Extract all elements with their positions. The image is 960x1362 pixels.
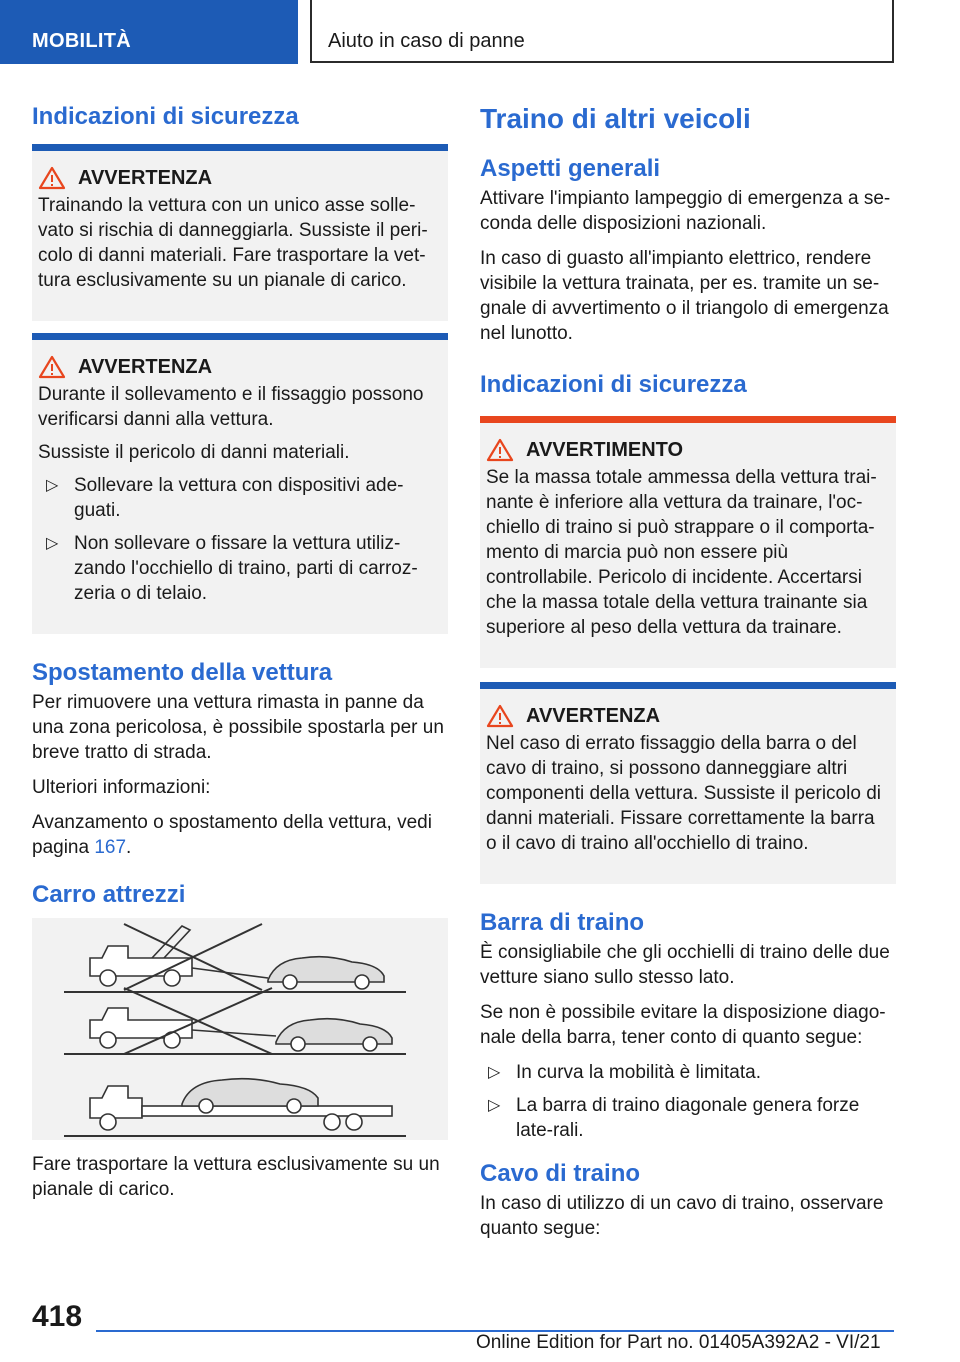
page-number: 418 xyxy=(32,1300,83,1333)
tow-bar-text-2: Se non è possibile evitare la disposizione diago-nale della barra, tener conto di quanto segue: xyxy=(480,1002,886,1048)
moving-text-1: Per rimuovere una vettura rimasta in panne da una zona pericolosa, è possibile spostarla per un breve tratto di strada. xyxy=(32,692,444,763)
warning-box-2 xyxy=(32,333,448,634)
triangle-bullet-icon: ▷ xyxy=(488,1064,501,1081)
tow-bar-text-1: È consigliabile che gli occhielli di traino delle due vetture siano sullo stesso lato. xyxy=(480,942,890,988)
tow-cable-heading: Cavo di traino xyxy=(480,1160,641,1187)
tow-truck-illustration xyxy=(32,918,448,1140)
warning-box-2-text1: Durante il sollevamento e il fissaggio possono verificarsi danni alla vettura. xyxy=(38,384,424,430)
warning-box-3-title: AVVERTIMENTO xyxy=(486,437,888,463)
towing-main-heading: Traino di altri veicoli xyxy=(480,103,751,134)
safety-heading-right: Indicazioni di sicurezza xyxy=(480,371,747,398)
moving-text-3: Avanzamento o spostamento della vettura, vedi pagina 167. xyxy=(32,812,432,858)
tow-truck-caption: Fare trasportare la vettura esclusivamente su un pianale di carico. xyxy=(32,1154,440,1200)
triangle-bullet-icon: ▷ xyxy=(488,1097,501,1114)
general-text-2: In caso di guasto all'impianto elettrico, rendere visibile la vettura trainata, per es. tramite un se-gnale di avvertimento o il triangolo di emergenza nel lunotto. xyxy=(480,248,889,344)
warning-triangle-icon xyxy=(38,166,66,190)
list-item: ▷ In curva la mobilità è limitata. xyxy=(488,1062,761,1083)
right-column xyxy=(480,100,896,1251)
moving-heading: Spostamento della vettura xyxy=(32,659,333,686)
tow-bar-heading: Barra di traino xyxy=(480,909,645,936)
safety-heading-left: Indicazioni di sicurezza xyxy=(32,103,299,130)
header-section-label: MOBILITÀ xyxy=(32,30,132,52)
warning-box-4-title: AVVERTENZA xyxy=(486,703,888,729)
warning-triangle-icon xyxy=(486,438,514,462)
tow-bar-list xyxy=(480,1060,896,1143)
header-section-tab xyxy=(0,0,298,64)
list-item: ▷ Sollevare la vettura con dispositivi ade-guati. xyxy=(46,475,404,521)
warning-triangle-icon xyxy=(38,355,66,379)
warning-box-3-text: Se la massa totale ammessa della vettura trai-nante è inferiore alla vettura da trainare, l'oc-chiello di traino si può strappare o il comporta-mento di marcia può non essere più controllabile. Pericolo di incidente. Accertarsi che la massa totale della vettura trainante sia superiore al peso della vettura da trainare. xyxy=(486,467,877,638)
warning-box-2-text2: Sussiste il pericolo di danni materiali. xyxy=(38,442,350,463)
header-chapter-tab xyxy=(310,0,894,63)
warning-triangle-icon xyxy=(486,704,514,728)
warning-box-4-text: Nel caso di errato fissaggio della barra o del cavo di traino, si possono danneggiare altri componenti della vettura. Sussiste il pericolo di danni materiali. Fissare correttamente la barra o il cavo di traino all'occhiello di traino. xyxy=(486,733,881,854)
warning-box-1-text: Trainando la vettura con un unico asse solle-vato si rischia di danneggiarla. Sussiste il peri-colo di danni materiali. Fare trasportare la vet-tura esclusivamente su un pianale di carico. xyxy=(38,195,428,291)
warning-box-1 xyxy=(32,144,448,321)
triangle-bullet-icon: ▷ xyxy=(46,535,59,552)
moving-text-2: Ulteriori informazioni: xyxy=(32,777,211,798)
warning-box-2-list xyxy=(38,473,440,606)
tow-truck-drawing xyxy=(32,918,448,1140)
page-link-167[interactable]: 167 xyxy=(94,837,127,858)
footer-edition: Online Edition for Part no. 01405A392A2 - VI/21 xyxy=(476,1332,881,1353)
general-text-1: Attivare l'impianto lampeggio di emergenza a se-conda delle disposizioni nazionali. xyxy=(480,188,891,234)
triangle-bullet-icon: ▷ xyxy=(46,477,59,494)
warning-box-3 xyxy=(480,416,896,668)
list-item: ▷ La barra di traino diagonale genera forze late-rali. xyxy=(488,1095,860,1141)
tow-cable-text: In caso di utilizzo di un cavo di traino, osservare quanto segue: xyxy=(480,1193,884,1239)
list-item: ▷ Non sollevare o fissare la vettura utiliz-zando l'occhiello di traino, parti di carroz-zeria o di telaio. xyxy=(46,533,418,604)
tow-truck-heading: Carro attrezzi xyxy=(32,881,186,908)
left-column xyxy=(32,100,448,1212)
warning-box-1-title: AVVERTENZA xyxy=(38,165,440,191)
general-heading: Aspetti generali xyxy=(480,155,661,182)
warning-box-4 xyxy=(480,682,896,884)
warning-box-2-title: AVVERTENZA xyxy=(38,354,440,380)
header-chapter-label: Aiuto in caso di panne xyxy=(328,30,525,52)
